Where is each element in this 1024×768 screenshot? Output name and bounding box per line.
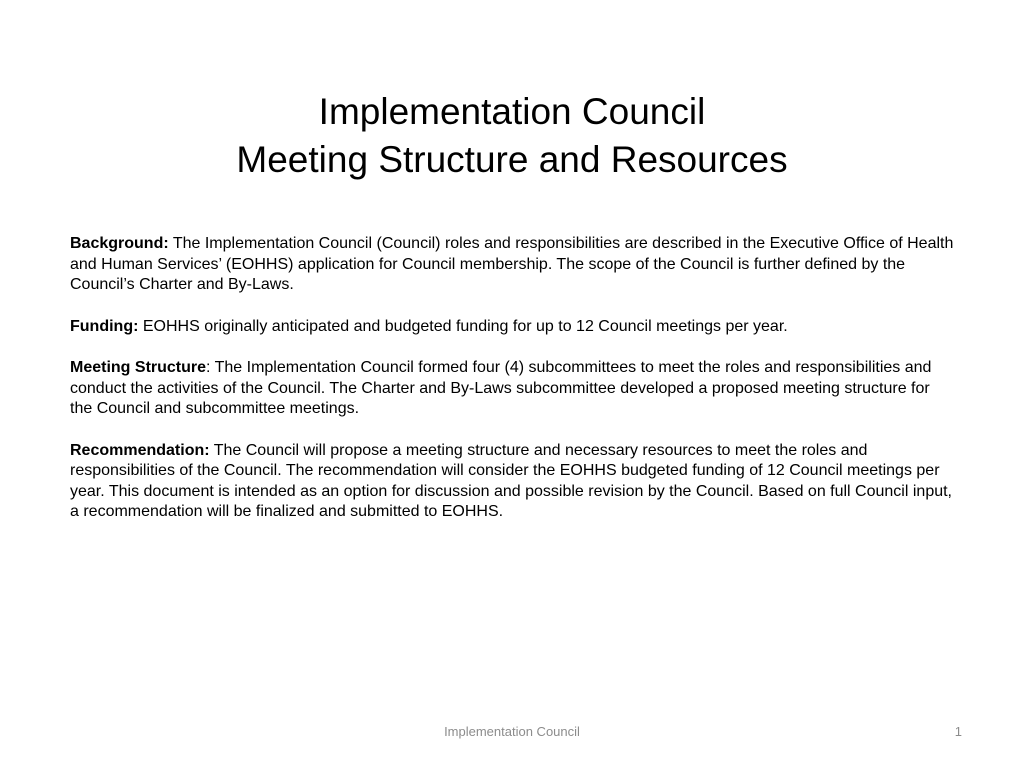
- slide-body: [70, 234, 954, 544]
- title-line-1: Implementation Council: [318, 91, 706, 132]
- recommendation-text: The Council will propose a meeting structure and necessary resources to meet the roles and responsibilities of the Council. The recommendation will consider the EOHHS budgeted funding of 12 Council meetings per year. This document is intended as an option for discussion and possible revision by the Council. Based on full Council input, a recommendation will be finalized and submitted to EOHHS.: [70, 441, 952, 520]
- slide-title: [60, 88, 964, 184]
- footer-title: Implementation Council: [444, 724, 580, 739]
- meeting-structure-paragraph: [70, 358, 954, 420]
- background-paragraph: [70, 234, 954, 296]
- background-label: Background:: [70, 235, 169, 252]
- recommendation-label: Recommendation:: [70, 441, 210, 459]
- funding-text: EOHHS originally anticipated and budgeted funding for up to 12 Council meetings per year.: [138, 317, 788, 335]
- background-text: The Implementation Council (Council) roles and responsibilities are described in the Executive Office of Health and Human Services’ (EOHHS) application for Council membership. The scope of the Council is further defined by the Council’s Charter and By-Laws.: [70, 235, 954, 293]
- meeting-structure-text: : The Implementation Council formed four (4) subcommittees to meet the roles and responsibilities and conduct the activities of the Council. The Charter and By-Laws subcommittee developed a proposed meeting structure for the Council and subcommittee meetings.: [70, 359, 932, 417]
- recommendation-paragraph: [70, 441, 954, 523]
- funding-label: Funding:: [70, 317, 139, 335]
- page-number: 1: [954, 724, 962, 739]
- funding-paragraph: [70, 317, 954, 338]
- title-line-2: Meeting Structure and Resources: [236, 139, 788, 180]
- meeting-structure-label: Meeting Structure: [70, 359, 207, 376]
